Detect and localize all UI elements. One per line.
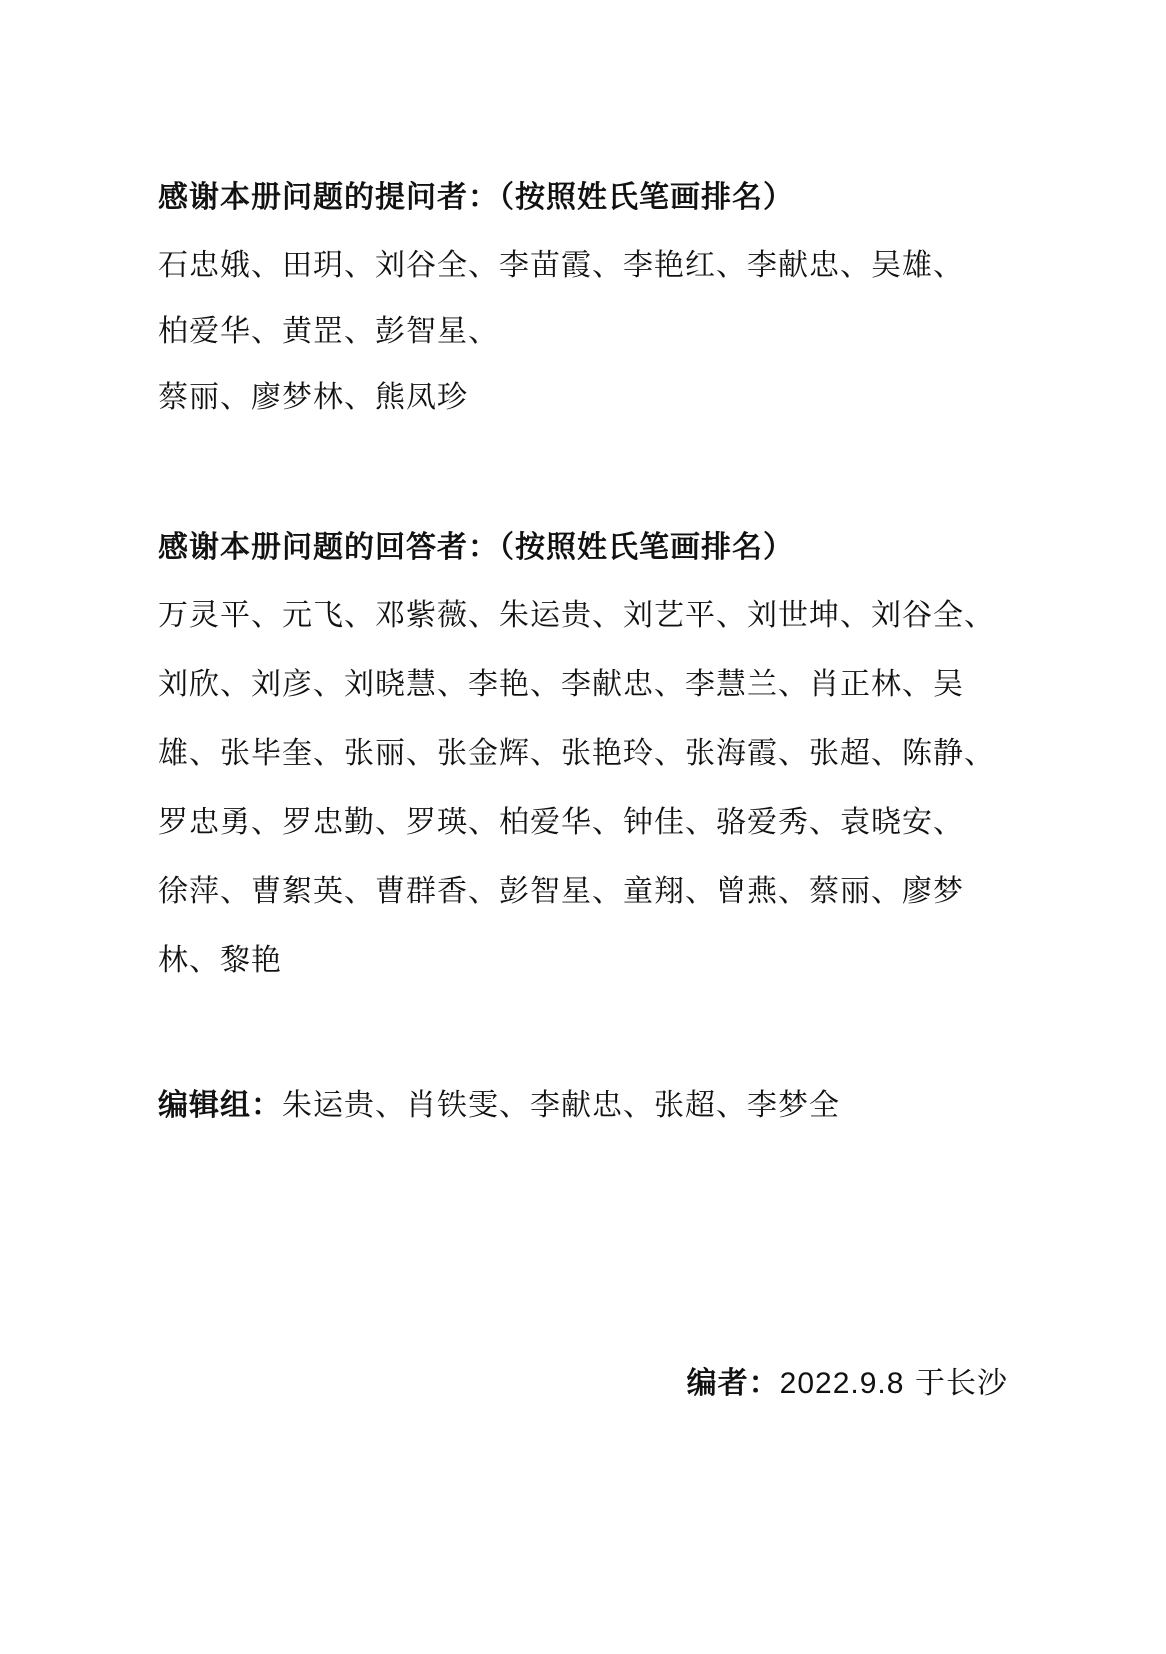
askers-section — [158, 178, 1008, 218]
askers-line: 蔡丽、廖梦林、熊凤珍 — [158, 380, 468, 415]
answerers-line: 林、黎艳 — [158, 943, 282, 978]
askers-heading: 感谢本册问题的提问者：（按照姓氏笔画排名） — [158, 180, 794, 215]
answerers-line: 罗忠勇、罗忠勤、罗瑛、柏爱华、钟佳、骆爱秀、袁晓安、 — [158, 805, 964, 840]
askers-line: 柏爱华、黄罡、彭智星、 — [158, 314, 499, 349]
askers-line: 石忠娥、田玥、刘谷全、李苗霞、李艳红、李献忠、吴雄、 — [158, 248, 964, 283]
signature-label: 编者： — [686, 1366, 780, 1401]
editorial-group — [158, 1086, 1008, 1126]
signature-place: 于长沙 — [915, 1366, 1008, 1401]
answerers-heading: 感谢本册问题的回答者：（按照姓氏笔画排名） — [158, 530, 794, 565]
editorial-label: 编辑组： — [158, 1088, 282, 1123]
answerers-section — [158, 528, 1008, 568]
answerers-list — [158, 596, 1008, 1016]
signature — [687, 1364, 1008, 1404]
askers-list — [158, 246, 1008, 466]
answerers-line: 徐萍、曹絮英、曹群香、彭智星、童翔、曾燕、蔡丽、廖梦 — [158, 874, 964, 909]
answerers-line: 刘欣、刘彦、刘晓慧、李艳、李献忠、李慧兰、肖正林、吴 — [158, 667, 964, 702]
signature-date: 2022.9.8 — [779, 1367, 905, 1400]
answerers-line: 雄、张毕奎、张丽、张金辉、张艳玲、张海霞、张超、陈静、 — [158, 736, 995, 771]
answerers-line: 万灵平、元飞、邓紫薇、朱运贵、刘艺平、刘世坤、刘谷全、 — [158, 598, 995, 633]
editorial-members: 朱运贵、肖铁雯、李献忠、张超、李梦全 — [282, 1088, 840, 1123]
